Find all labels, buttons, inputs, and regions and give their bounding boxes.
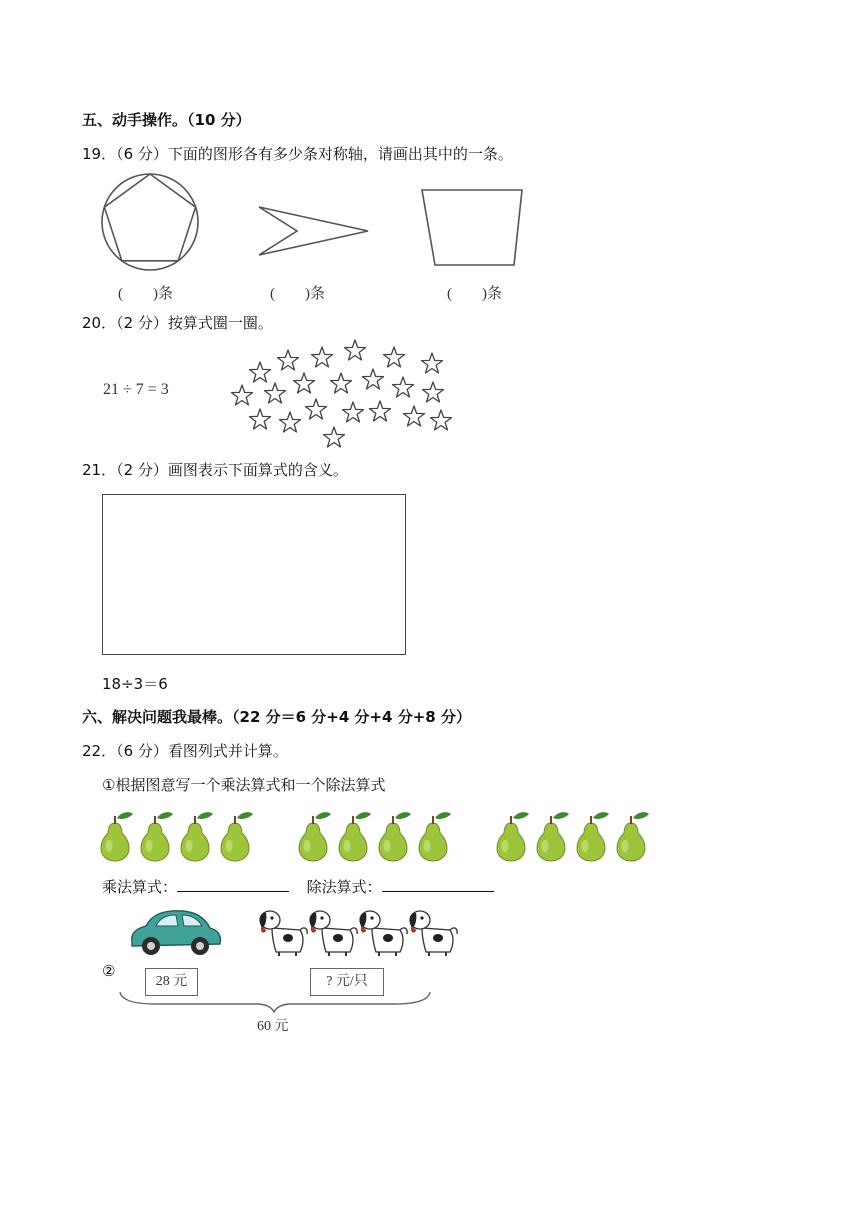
total-price-label: 60 元 xyxy=(257,1019,289,1034)
dog-icon xyxy=(410,911,457,956)
star xyxy=(423,382,444,402)
star xyxy=(393,377,414,397)
pear xyxy=(379,812,411,861)
dog-group xyxy=(256,906,466,958)
star xyxy=(345,340,366,360)
car-price-label: 28 元 xyxy=(145,968,198,996)
q21-text: 21．（2 分）画图表示下面算式的含义。 xyxy=(82,461,348,479)
multiplication-label: 乘法算式： xyxy=(102,878,178,896)
star xyxy=(404,406,425,426)
star xyxy=(370,401,391,421)
q19-text: 19．（6 分）下面的图形各有多少条对称轴，请画出其中的一条。 xyxy=(82,145,513,163)
q22-answer-line xyxy=(102,877,494,897)
q21-equation: 18÷3＝6 xyxy=(102,675,168,693)
pear xyxy=(537,812,569,861)
pear-group-3 xyxy=(497,812,649,861)
pear xyxy=(181,812,213,861)
division-blank[interactable] xyxy=(382,877,494,892)
circle-pentagon-shape xyxy=(102,174,198,270)
section6-title: 六、解决问题我最棒。（22 分＝6 分+4 分+4 分+8 分） xyxy=(82,708,471,726)
total-brace xyxy=(116,988,436,1016)
star xyxy=(250,362,271,382)
trapezoid-shape xyxy=(422,190,522,265)
star xyxy=(250,409,271,429)
dog-price-label: ? 元/只 xyxy=(310,968,384,996)
multiplication-blank[interactable] xyxy=(177,877,289,892)
drawing-box[interactable] xyxy=(102,494,406,655)
pear xyxy=(339,812,371,861)
dog-icon xyxy=(360,911,407,956)
star-group xyxy=(226,338,462,456)
pear xyxy=(419,812,451,861)
pear xyxy=(577,812,609,861)
pear xyxy=(617,812,649,861)
q19-label-2: ( )条 xyxy=(270,286,325,302)
q20-equation: 21 ÷ 7 = 3 xyxy=(103,381,169,398)
star xyxy=(343,402,364,422)
car-icon xyxy=(124,904,224,960)
star xyxy=(280,412,301,432)
pear xyxy=(497,812,529,861)
pear xyxy=(299,812,331,861)
star xyxy=(324,427,345,447)
dog-icon xyxy=(260,911,307,956)
arrow-shape xyxy=(259,207,368,255)
star xyxy=(363,369,384,389)
star xyxy=(278,350,299,370)
dog-icon xyxy=(310,911,357,956)
q20-text: 20．（2 分）按算式圈一圈。 xyxy=(82,314,273,332)
pear-group-1 xyxy=(101,812,253,861)
pear-group-2 xyxy=(299,812,451,861)
star xyxy=(265,383,286,403)
pear-groups xyxy=(98,808,654,864)
section5-title: 五、动手操作。（10 分） xyxy=(82,111,251,129)
pear xyxy=(101,812,133,861)
star xyxy=(312,347,333,367)
q22-text: 22．（6 分）看图列式并计算。 xyxy=(82,742,288,760)
q19-label-3: ( )条 xyxy=(447,286,502,302)
star xyxy=(232,385,253,405)
star xyxy=(431,410,452,430)
division-label: 除法算式： xyxy=(306,878,382,896)
star xyxy=(294,373,315,393)
star xyxy=(331,373,352,393)
q19-label-1: ( )条 xyxy=(118,286,173,302)
star xyxy=(306,399,327,419)
pear xyxy=(141,812,173,861)
q22-sub1: ①根据图意写一个乘法算式和一个除法算式 xyxy=(102,776,386,794)
star xyxy=(422,353,443,373)
star xyxy=(384,347,405,367)
q22-sub2-marker: ② xyxy=(102,962,116,980)
pear xyxy=(221,812,253,861)
